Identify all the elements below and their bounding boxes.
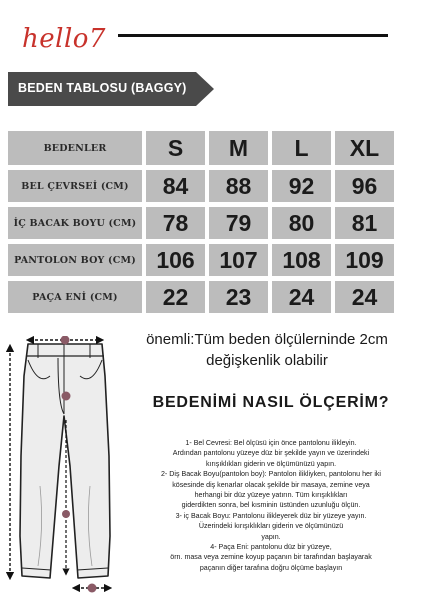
header-divider bbox=[118, 34, 388, 37]
table-cell: 107 bbox=[209, 244, 268, 276]
instruction-line: herhangi bir düz yüzeye yatırın. Tüm kırışıklıkları bbox=[194, 491, 348, 500]
instruction-line: yapın. bbox=[261, 532, 281, 541]
tolerance-note bbox=[110, 329, 424, 371]
size-table-header-row bbox=[8, 131, 398, 165]
instruction-line: 1- Bel Cevresi: Bel ölçüsü için önce pantolonu ilikleyin. bbox=[185, 439, 357, 447]
measurement-instructions bbox=[118, 438, 424, 573]
table-row bbox=[8, 170, 398, 202]
table-cell: 92 bbox=[272, 170, 331, 202]
size-header-m: M bbox=[209, 131, 268, 165]
table-row bbox=[8, 281, 398, 313]
size-header-l: L bbox=[272, 131, 331, 165]
size-chart-banner bbox=[8, 72, 214, 106]
pants-illustration bbox=[4, 336, 118, 598]
instruction-line: 2- Diş Bacak Boyu(pantolon boy): Pantolon ilikliyken, pantolonu her iki bbox=[160, 470, 382, 479]
table-row bbox=[8, 244, 398, 276]
table-cell: 24 bbox=[272, 281, 331, 313]
instruction-line: 4- Paça Eni: pantolonu düz bir yüzeye, bbox=[210, 543, 332, 552]
table-cell: 78 bbox=[146, 207, 205, 239]
table-cell: 23 bbox=[209, 281, 268, 313]
pants-measurement-icon bbox=[4, 336, 118, 598]
size-table bbox=[8, 131, 398, 318]
instruction-line: Ardından pantolonu yüzeye düz bir şekilde yayın ve üzerindeki bbox=[172, 449, 370, 458]
how-to-measure-title: BEDENİMİ NASIL ÖLÇERİM? bbox=[152, 394, 390, 411]
instruction-line: giderdikten sonra, bel kısminin üstünden uzunluğu ölçün. bbox=[181, 501, 361, 510]
tolerance-note-line-2: değişkenlik olabilir bbox=[206, 352, 328, 369]
instruction-line: örn. masa veya zemine koyup paçanın bir tarafından başlayarak bbox=[170, 553, 372, 562]
instruction-line: kırışıklıkları giderin ve ölçümünüzü yapın. bbox=[205, 459, 337, 468]
instruction-line: paçanın diğer tarafına doğru ölçüme başlayın bbox=[199, 563, 343, 572]
instruction-line: 3- iç Bacak Boyu: Pantolonu ilikleyerek düz bir yüzeye yayın. bbox=[175, 511, 367, 520]
row-label-inseam: İÇ BACAK BOYU (CM) bbox=[8, 207, 142, 239]
table-cell: 81 bbox=[335, 207, 394, 239]
table-cell: 80 bbox=[272, 207, 331, 239]
instruction-line: kösesinde diş kenarlar olacak şekilde bir masaya, zemine veya bbox=[172, 480, 370, 489]
size-header-xl: XL bbox=[335, 131, 394, 165]
table-cell: 109 bbox=[335, 244, 394, 276]
table-cell: 24 bbox=[335, 281, 394, 313]
row-label-length: PANTOLON BOY (CM) bbox=[8, 244, 142, 276]
table-row bbox=[8, 207, 398, 239]
table-cell: 106 bbox=[146, 244, 205, 276]
instruction-line: Üzerindeki kırışıklıkları giderin ve ölçümünüzü bbox=[198, 522, 344, 531]
table-cell: 88 bbox=[209, 170, 268, 202]
table-cell: 108 bbox=[272, 244, 331, 276]
size-table-header-label: BEDENLER bbox=[8, 131, 142, 165]
table-cell: 22 bbox=[146, 281, 205, 313]
brand-logo: hello7 bbox=[22, 24, 106, 54]
size-header-s: S bbox=[146, 131, 205, 165]
table-cell: 79 bbox=[209, 207, 268, 239]
banner-label: BEDEN TABLOSU (BAGGY) bbox=[18, 81, 187, 95]
tolerance-note-line-1: önemli:Tüm beden ölçülerninde 2cm bbox=[146, 331, 388, 348]
table-cell: 96 bbox=[335, 170, 394, 202]
table-cell: 84 bbox=[146, 170, 205, 202]
row-label-hem: PAÇA ENİ (CM) bbox=[8, 281, 142, 313]
row-label-waist: BEL ÇEVRSEİ (CM) bbox=[8, 170, 142, 202]
